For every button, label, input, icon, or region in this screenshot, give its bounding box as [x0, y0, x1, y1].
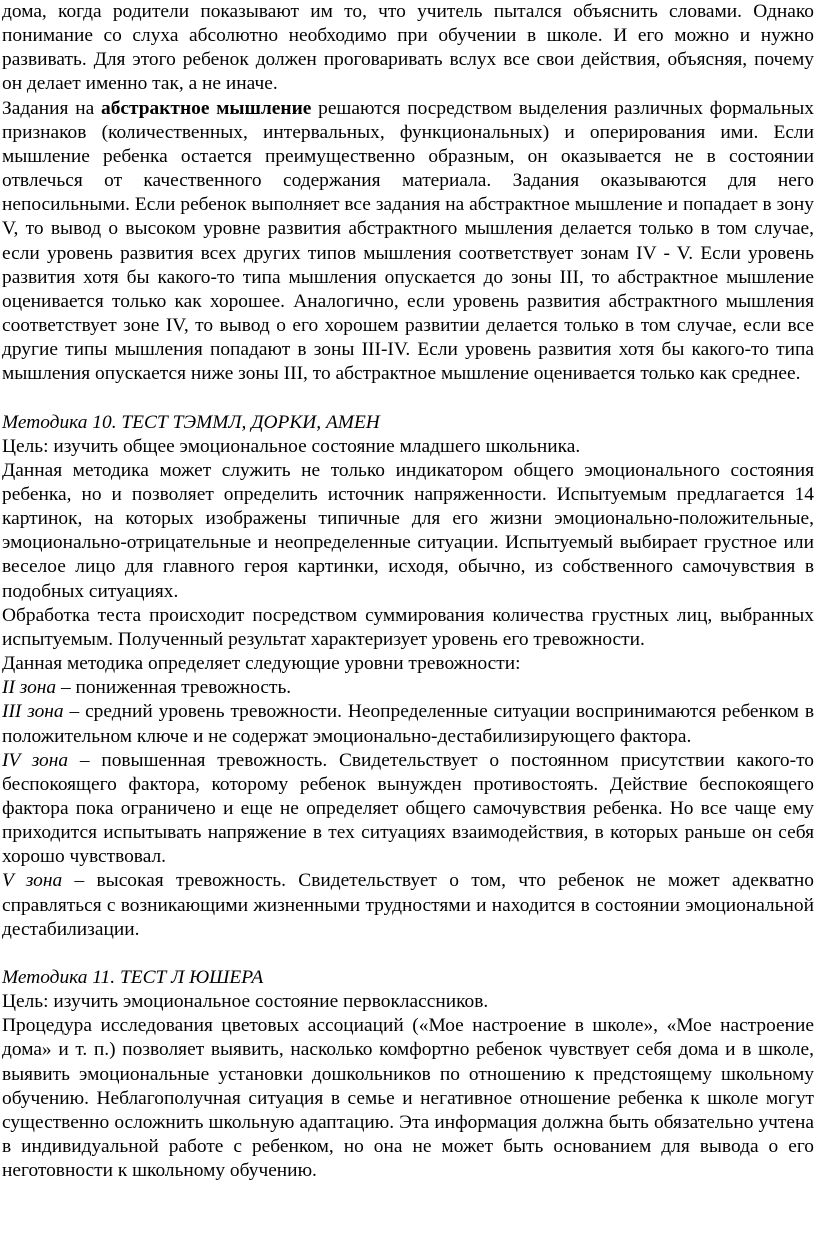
section-gap	[2, 387, 816, 411]
intro-p2-lead: Задания на	[2, 97, 102, 119]
zone-3-item	[2, 700, 814, 748]
abstract-thinking-term: абстрактное мышление	[101, 97, 312, 119]
method-11-paragraph-1: Процедура исследования цветовых ассоциаций («Мое настроение в школе», «Мое настроение дома» и т. п.) позволяет выявить, насколько комфортно ребенок чувствует себя дома и в школе, выявить эмоциональные установки дошкольников по отношению к предстоящему школьному обучению. Неблагополучная ситуация в семье и негативное отношение ребенка к школе могут существенно осложнить школьную адаптацию. Эта информация должна быть обязательно учтена в индивидуальной работе с ребенком, но она не может быть основанием для вывода о его неготовности к школьному обучению.	[2, 1015, 814, 1182]
method-10-paragraph-3: Данная методика определяет следующие уровни тревожности:	[2, 653, 521, 675]
zone-4-item	[2, 749, 814, 870]
method-10-paragraph-2: Обработка теста происходит посредством суммирования количества грустных лиц, выбранных испытуемым. Полученный результат характеризует уровень его тревожности.	[2, 604, 814, 650]
method-11-goal: Цель: изучить эмоциональное состояние первоклассников.	[2, 991, 489, 1013]
method-10-goal: Цель: изучить общее эмоциональное состояние младшего школьника.	[2, 435, 581, 457]
zone-3-text: – средний уровень тревожности. Неопределенные ситуации воспринимаются ребенком в положительном ключе и не содержат эмоционально-дестабилизирующего фактора.	[2, 701, 814, 747]
zone-3-label: III зона	[2, 701, 64, 723]
method-11-title: Методика 11. ТЕСТ Л ЮШЕРА	[2, 966, 264, 988]
zone-5-text: – высокая тревожность. Свидетельствует о том, что ребенок не может адекватно справляться с возникающими жизненными трудностями и находится в состоянии эмоциональной дестабилизации.	[2, 870, 814, 940]
intro-paragraph-2	[2, 97, 814, 387]
zone-2-label: II зона	[2, 677, 57, 699]
method-10-paragraph-1: Данная методика может служить не только индикатором общего эмоционального состояния ребенка, но и позволяет определить источник напряженности. Испытуемым предлагается 14 картинок, на которых изображены типичные для его жизни эмоционально-положительные, эмоционально-отрицательные и неопределенные ситуации. Испытуемый выбирает грустное или веселое лицо для главного героя картинки, исходя, обычно, из собственного самочувствия в подобных ситуациях.	[2, 459, 814, 602]
method-10-title: Методика 10. ТЕСТ ТЭММЛ, ДОРКИ, АМЕН	[2, 411, 380, 433]
zone-5-item	[2, 869, 814, 941]
zone-2-item	[2, 676, 814, 700]
zone-5-label: V зона	[2, 870, 63, 892]
intro-paragraph-1: дома, когда родители показывают им то, что учитель пытался объяснить словами. Однако понимание со слуха абсолютно необходимо при обучении в школе. И его можно и нужно развивать. Для этого ребенок должен проговаривать вслух все свои действия, объясняя, почему он делает именно так, а не иначе.	[2, 1, 814, 95]
zone-4-label: IV зона	[2, 749, 69, 771]
section-gap	[2, 942, 816, 966]
zone-2-text: – пониженная тревожность.	[56, 677, 292, 699]
intro-p2-body: решаются посредством выделения различных формальных признаков (количественных, интервальных, функциональных) и оперирования ими. Если мышление ребенка остается преимущественно образным, он оказывается не в состоянии отвлечься от качественного содержания материала. Задания оказываются для него непосильными. Если ребенок выполняет все задания на абстрактное мышление и попадает в зону V, то вывод о высоком уровне развития абстрактного мышления делается только в том случае, если уровень развития всех других типов мышления соответствует зонам IV - V. Если уровень развития хотя бы какого-то типа мышления опускается до зоны III, то абстрактное мышление оценивается только как хорошее. Аналогично, если уровень развития абстрактного мышления соответствует зоне IV, то вывод о его хорошем развитии делается только в том случае, если все другие типы мышления попадают в зоны III-IV. Если уровень развития хотя бы какого-то типа мышления опускается ниже зоны III, то абстрактное мышление оценивается только как среднее.	[2, 97, 814, 385]
zone-4-text: – повышенная тревожность. Свидетельствует о постоянном присутствии какого-то беспокоящего фактора, которому ребенок вынужден противостоять. Действие беспокоящего фактора пока ограничено и еще не определяет общего самочувствия ребенка. Но все чаще ему приходится испытывать напряжение в тех ситуациях взаимодействия, в которых раньше он себя хорошо чувствовал.	[2, 749, 814, 868]
